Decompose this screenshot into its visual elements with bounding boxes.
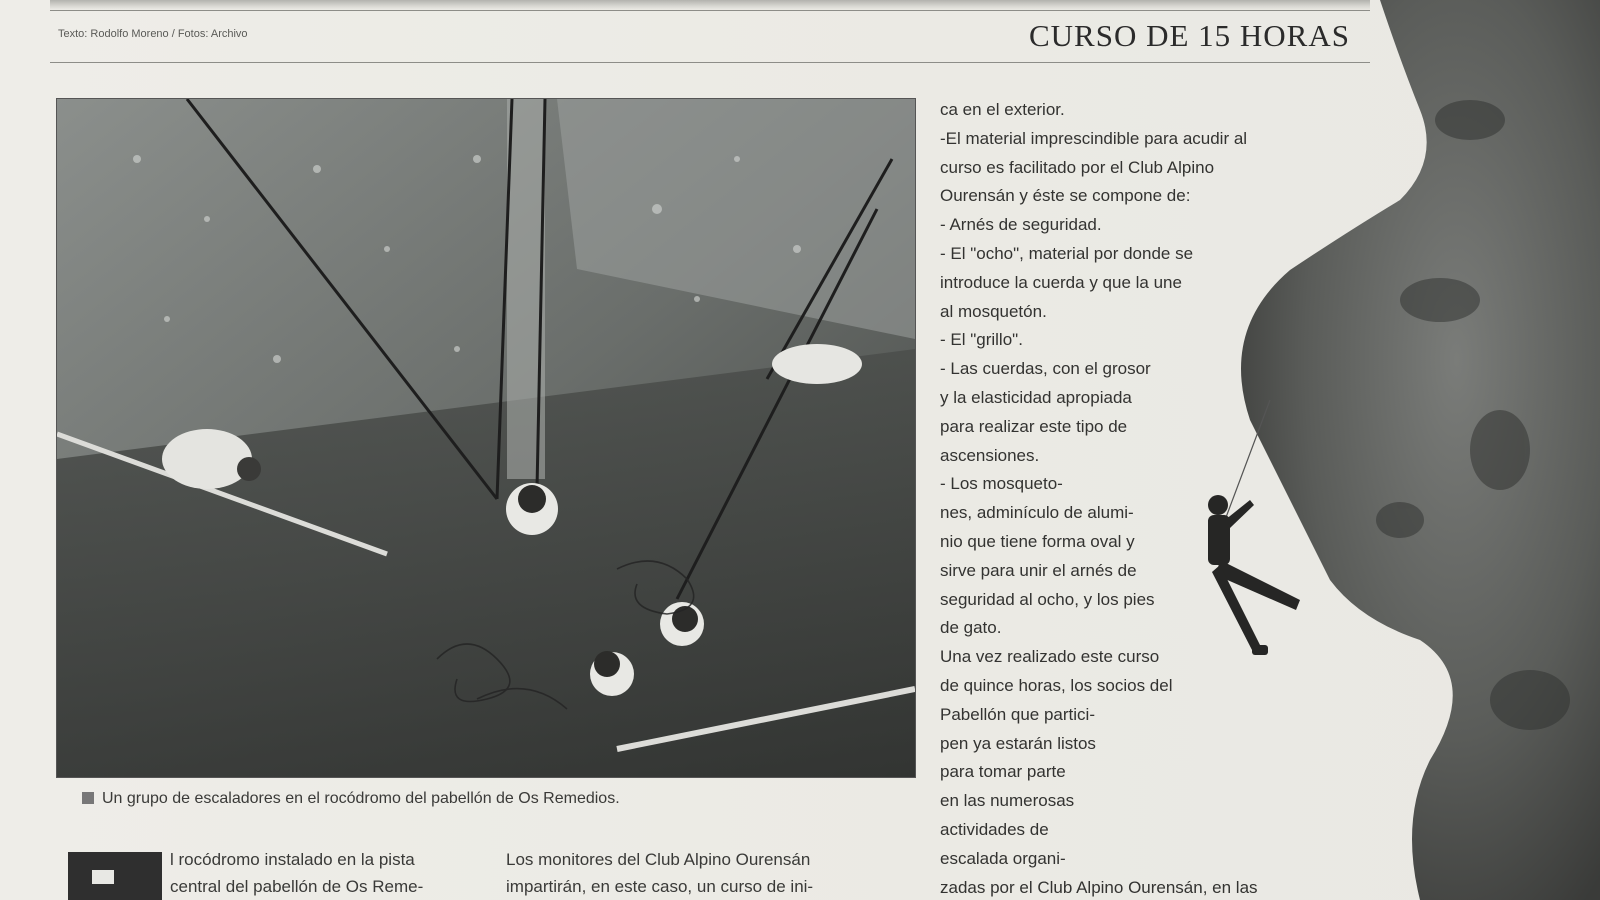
column-line: Ourensán y éste se compone de: — [940, 186, 1191, 206]
article-line: Los monitores del Club Alpino Ourensán — [506, 850, 811, 869]
column-line: - El "grillo". — [940, 330, 1023, 350]
column-line: - Las cuerdas, con el grosor — [940, 359, 1151, 379]
column-line: nes, adminículo de alumi- — [940, 503, 1134, 523]
top-rule — [50, 10, 1370, 11]
column-line: en las numerosas — [940, 791, 1075, 811]
column-line: nio que tiene forma oval y — [940, 531, 1135, 551]
climbing-wall-illustration — [57, 99, 915, 777]
column-line: ascensiones. — [940, 445, 1040, 465]
column-line: zadas por el Club Alpino Ourensán, en las — [940, 877, 1258, 897]
column-line: actividades de — [940, 819, 1049, 839]
climber-figure-right — [772, 344, 862, 384]
column-line: - Arnés de seguridad. — [940, 215, 1102, 235]
column-line: de quince horas, los socios del — [940, 675, 1173, 695]
top-banner-strip — [50, 0, 1370, 10]
photo-caption — [82, 790, 912, 808]
climber-figure-center — [506, 483, 558, 535]
article-line: l rocódromo instalado en la pista — [170, 850, 415, 869]
section-title: CURSO DE 15 HORAS — [1028, 18, 1350, 53]
photo-credit: Texto: Rodolfo Moreno / Fotos: Archivo — [58, 28, 248, 40]
column-line: introduce la cuerda y que la une — [940, 272, 1182, 292]
caption-text: Un grupo de escaladores en el rocódromo del pabellón de Os Remedios. — [102, 790, 620, 807]
column-line: seguridad al ocho, y los pies — [940, 589, 1155, 609]
column-line: ca en el exterior. — [940, 100, 1065, 119]
article-column-1 — [170, 846, 480, 900]
column-line: para tomar parte — [940, 762, 1066, 782]
column-line: - Los mosqueto- — [940, 474, 1063, 494]
column-line: - El "ocho", material por donde se — [940, 243, 1194, 263]
drop-cap-letter — [68, 852, 162, 900]
article-column-2 — [506, 846, 906, 900]
column-line: pen ya estarán listos — [940, 733, 1096, 753]
column-line: sirve para unir el arnés de — [940, 560, 1137, 580]
column-line: y la elasticidad apropiada — [940, 387, 1132, 407]
article-line: central del pabellón de Os Reme- — [170, 877, 424, 896]
column-line: escalada organi- — [940, 848, 1066, 868]
column-line: Pabellón que partici- — [940, 704, 1095, 724]
climbing-wall-photo — [56, 98, 916, 778]
column-line: al mosquetón. — [940, 301, 1047, 321]
caption-square-icon — [82, 792, 94, 804]
header-rule — [50, 62, 1370, 63]
right-text-column — [940, 96, 1360, 900]
column-line: Una vez realizado este curso — [940, 647, 1160, 667]
column-line: para realizar este tipo de — [940, 416, 1128, 436]
article-line: impartirán, en este caso, un curso de ini- — [506, 877, 814, 896]
column-line: de gato. — [940, 618, 1002, 638]
column-line: -El material imprescindible para acudir al — [940, 128, 1248, 148]
column-line: curso es facilitado por el Club Alpino — [940, 157, 1215, 177]
